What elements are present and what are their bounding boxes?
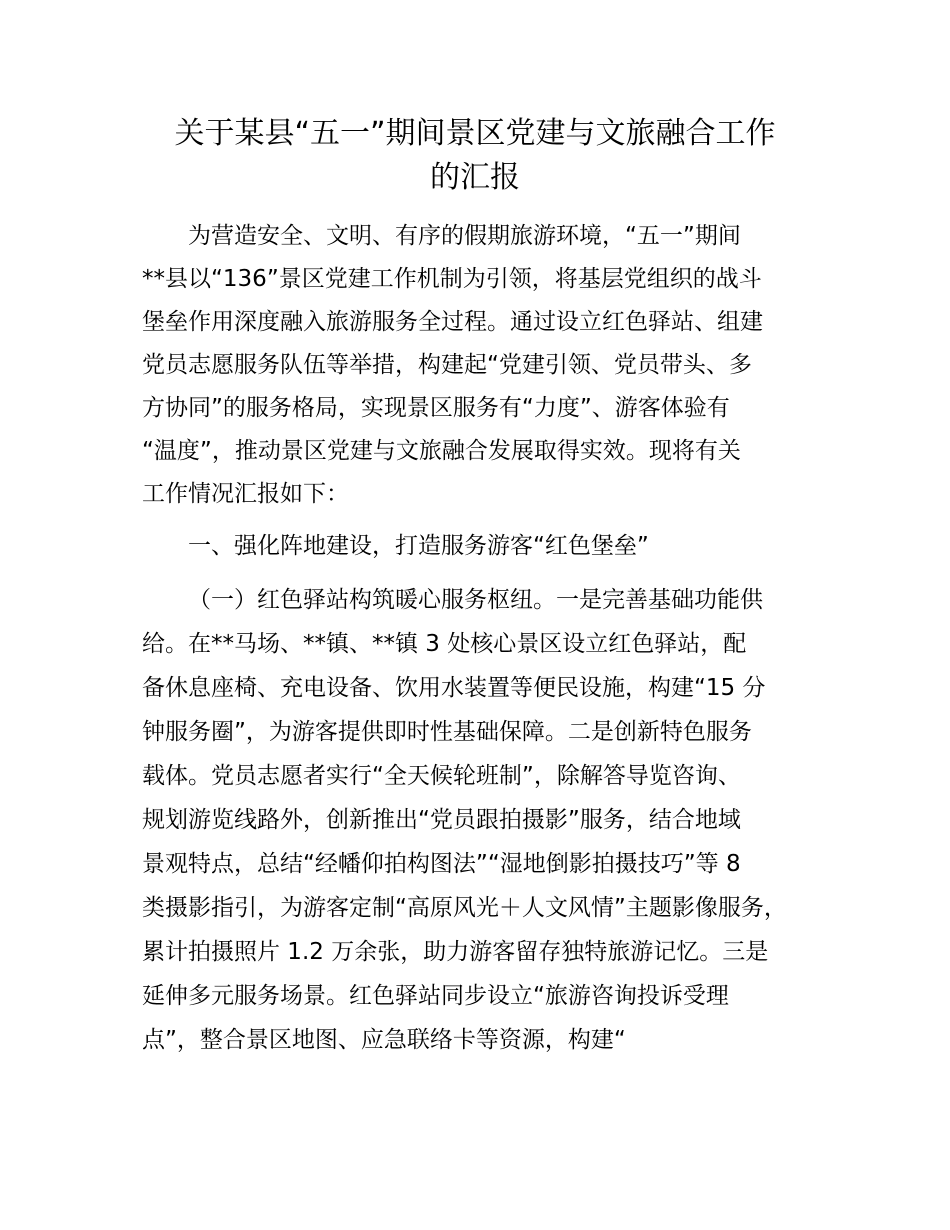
body-line-14: 规划游览线路外，创新推出“党员跟拍摄影”服务，结合地域 <box>142 807 741 833</box>
body-line-12: 钟服务圈”，为游客提供即时性基础保障。二是创新特色服务 <box>142 719 752 745</box>
body-line-19: 点”，整合景区地图、应急联络卡等资源，构建“ <box>142 1027 626 1053</box>
body-line-18: 延伸多元服务场景。红色驿站同步设立“旅游咨询投诉受理 <box>142 983 729 1009</box>
body-line-3: 堡垒作用深度融入旅游服务全过程。通过设立红色驿站、组建 <box>142 309 763 335</box>
body-line-5: 方协同”的服务格局，实现景区服务有“力度”、游客体验有 <box>142 395 730 421</box>
body-line-4: 党员志愿服务队伍等举措，构建起“党建引领、党员带头、多 <box>142 352 752 378</box>
body-line-13: 载体。党员志愿者实行“全天候轮班制”，除解答导览咨询、 <box>142 763 741 789</box>
document-title-line-2: 的汇报 <box>430 160 520 195</box>
body-line-10: 给。在**马场、**镇、**镇 3 处核心景区设立红色驿站，配 <box>142 631 747 657</box>
body-line-9: （一）红色驿站构筑暖心服务枢纽。一是完善基础功能供 <box>188 587 763 613</box>
document-title-line-1: 关于某县“五一”期间景区党建与文旅融合工作 <box>174 116 776 151</box>
body-line-7: 工作情况汇报如下： <box>142 481 349 507</box>
section-heading-1: 一、强化阵地建设，打造服务游客“红色堡垒” <box>188 533 649 559</box>
body-line-15: 景观特点，总结“经幡仰拍构图法”“湿地倒影拍摄技巧”等 8 <box>142 851 741 877</box>
body-line-16: 类摄影指引，为游客定制“高原风光＋人文风情”主题影像服务， <box>142 895 787 921</box>
body-line-6: “温度”，推动景区党建与文旅融合发展取得实效。现将有关 <box>142 438 741 464</box>
body-line-11: 备休息座椅、充电设备、饮用水装置等便民设施，构建“15 分 <box>142 675 766 701</box>
body-line-1: 为营造安全、文明、有序的假期旅游环境，“五一”期间 <box>188 223 741 249</box>
body-line-17: 累计拍摄照片 1.2 万余张，助力游客留存独特旅游记忆。三是 <box>142 939 769 965</box>
body-line-2: **县以“136”景区党建工作机制为引领，将基层党组织的战斗 <box>142 266 762 292</box>
